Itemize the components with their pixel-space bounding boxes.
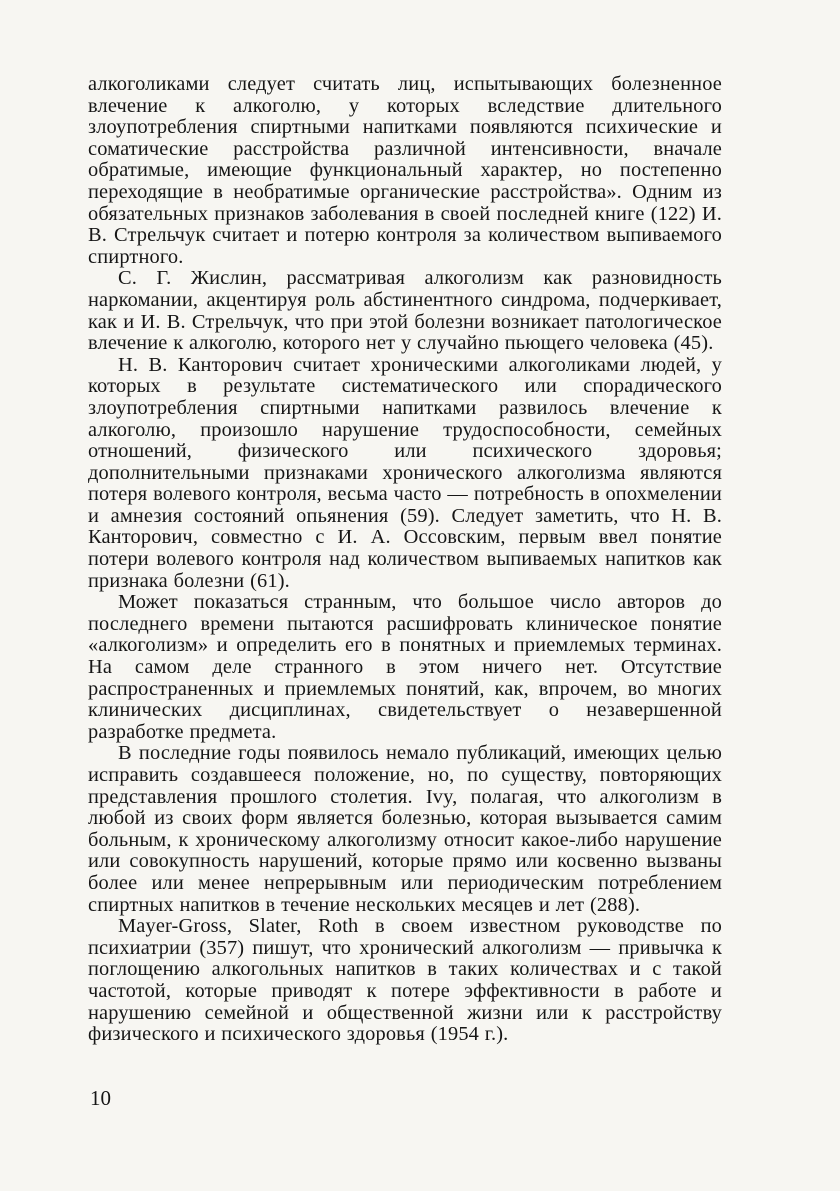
page-number: 10 xyxy=(90,1086,111,1110)
paragraph-1: алкоголиками следует считать лиц, испытывающих болезненное влечение к алкоголю, у которых вследствие длительного злоупотребления спиртными напитками появляются психические и соматические расстройства различной интенсивности, вначале обратимые, имеющие функциональный характер, но постепенно переходящие в необратимые органические расстройства». Одним из обязательных признаков заболевания в своей последней книге (122) И. В. Стрельчук считает и потерю контроля за количеством выпиваемого спиртного. xyxy=(88,73,722,268)
paragraph-6: Mayer-Gross, Slater, Roth в своем известном руководстве по психиатрии (357) пишут, что хронический алкоголизм — привычка к поглощению алкогольных напитков в таких количествах и с такой частотой, которые приводят к потере эффективности в работе и нарушению семейной и общественной жизни или к расстройству физического и психического здоровья (1954 г.). xyxy=(88,915,722,1046)
paragraph-3: Н. В. Канторович считает хроническими алкоголиками людей, у которых в результате систематического или спорадического злоупотребления спиртными напитками развилось влечение к алкоголю, произошло нарушение трудоспособности, семейных отношений, физического или психического здоровья; дополнительными признаками хронического алкоголизма являются потеря волевого контроля, весьма часто — потребность в опохмелении и амнезия состояний опьянения (59). Следует заметить, что Н. В. Канторович, совместно с И. А. Оссовским, первым ввел понятие потери волевого контроля над количеством выпиваемых напитков как признака болезни (61). xyxy=(88,353,722,592)
paragraph-5: В последние годы появилось немало публикаций, имеющих целью исправить создавшееся положение, но, по существу, повторяющих представления прошлого столетия. Ivy, полагая, что алкоголизм в любой из своих форм является болезнью, которая вызывается самим больным, к хроническому алкоголизму относит какое-либо нарушение или совокупность нарушений, которые прямо или косвенно вызваны более или менее непрерывным или периодическим потреблением спиртных напитков в течение нескольких месяцев и лет (288). xyxy=(88,742,722,916)
paragraph-2: С. Г. Жислин, рассматривая алкоголизм как разновидность наркомании, акцентируя роль абстинентного синдрома, подчеркивает, как и И. В. Стрельчук, что при этой болезни возникает патологическое влечение к алкоголю, которого нет у случайно пьющего человека (45). xyxy=(88,267,722,355)
paragraph-4: Может показаться странным, что большое число авторов до последнего времени пытаются расшифровать клиническое понятие «алкоголизм» и определить его в понятных и приемлемых терминах. На самом деле странного в этом ничего нет. Отсутствие распространенных и приемлемых понятий, как, впрочем, во многих клинических дисциплинах, свидетельствует о незавершенной разработке предмета. xyxy=(88,591,722,743)
body-text xyxy=(88,74,722,1046)
